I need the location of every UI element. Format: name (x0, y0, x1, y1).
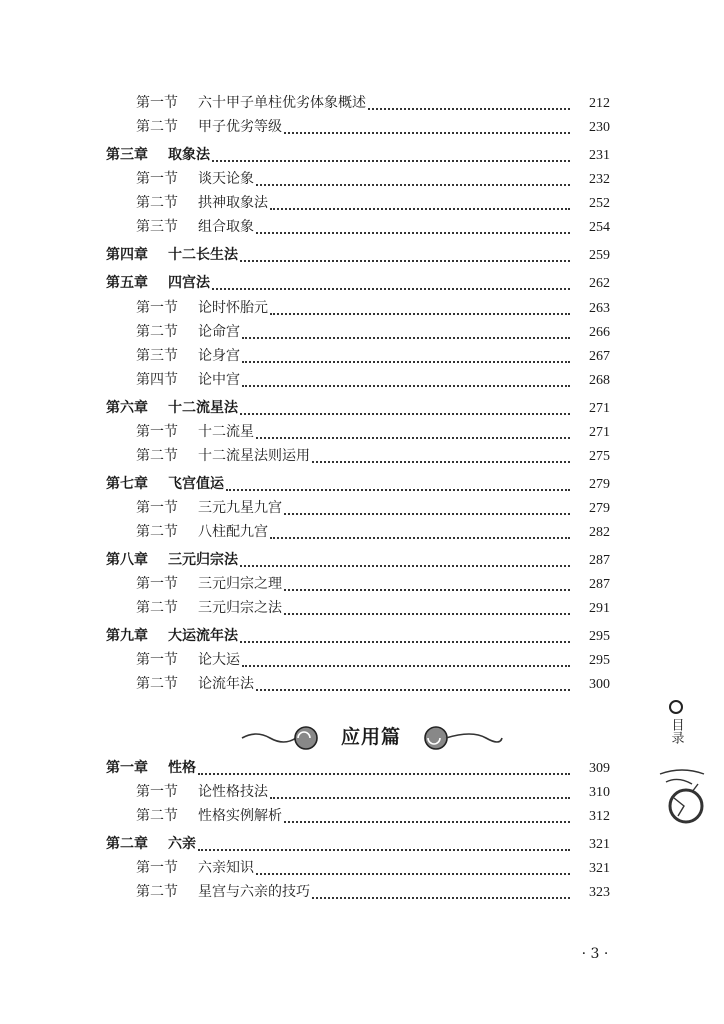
leader-dots (240, 564, 570, 567)
entry-label: 第二节 (136, 324, 178, 340)
entry-label: 第一节 (136, 171, 178, 187)
section-entry (136, 421, 610, 443)
entry-page: 232 (589, 172, 610, 187)
chapter-entry (106, 625, 610, 647)
chapter-entry (106, 244, 610, 266)
entry-page: 291 (589, 601, 610, 616)
entry-label: 第七章 (106, 476, 148, 492)
entry-title: 六亲知识 (198, 860, 254, 876)
entry-label: 第八章 (106, 552, 148, 568)
entry-title: 拱神取象法 (198, 195, 268, 211)
yin-yang-icon (669, 700, 683, 714)
entry-title: 十二流星法则运用 (198, 448, 310, 464)
leader-dots (212, 159, 570, 162)
entry-label: 第四章 (106, 247, 148, 263)
entry-page: 267 (589, 349, 610, 364)
side-tab-label: 目录 (668, 718, 684, 744)
entry-page: 300 (589, 677, 610, 692)
entry-title: 论身宫 (198, 348, 240, 364)
entry-title: 三元归宗之法 (198, 600, 282, 616)
section-entry (136, 192, 610, 214)
section-entry (136, 345, 610, 367)
part-banner (236, 718, 506, 756)
section-entry (136, 881, 610, 903)
entry-page: 268 (589, 373, 610, 388)
leader-dots (256, 183, 570, 186)
section-entry (136, 497, 610, 519)
entry-page: 309 (589, 761, 610, 776)
leader-dots (256, 688, 570, 691)
entry-title: 论性格技法 (198, 784, 268, 800)
leader-dots (284, 131, 570, 134)
entry-label: 第三章 (106, 147, 148, 163)
leader-dots (256, 231, 570, 234)
leader-dots (270, 536, 570, 539)
entry-page: 295 (589, 629, 610, 644)
entry-page: 230 (589, 120, 610, 135)
entry-label: 第二节 (136, 524, 178, 540)
entry-title: 论大运 (198, 652, 240, 668)
section-entry (136, 673, 610, 695)
section-entry (136, 369, 610, 391)
section-entry (136, 805, 610, 827)
leader-dots (312, 896, 570, 899)
entry-page: 259 (589, 248, 610, 263)
entry-label: 第二节 (136, 676, 178, 692)
entry-page: 279 (589, 477, 610, 492)
entry-page: 212 (589, 96, 610, 111)
entry-label: 第四节 (136, 372, 178, 388)
section-entry (136, 781, 610, 803)
entry-label: 第一节 (136, 860, 178, 876)
leader-dots (242, 360, 570, 363)
part-title: 应用篇 (340, 726, 401, 748)
leader-dots (284, 588, 570, 591)
entry-title: 三元归宗法 (168, 552, 238, 568)
entry-page: 295 (589, 653, 610, 668)
chapter-entry (106, 757, 610, 779)
entry-label: 第二节 (136, 884, 178, 900)
entry-label: 第二节 (136, 600, 178, 616)
chapter-entry (106, 833, 610, 855)
entry-label: 第一节 (136, 95, 178, 111)
entry-page: 231 (589, 148, 610, 163)
entry-page: 287 (589, 577, 610, 592)
entry-title: 星宫与六亲的技巧 (198, 884, 310, 900)
leader-dots (284, 512, 570, 515)
entry-title: 大运流年法 (168, 628, 238, 644)
entry-label: 第九章 (106, 628, 148, 644)
entry-title: 十二流星法 (168, 400, 238, 416)
entry-page: 252 (589, 196, 610, 211)
entry-page: 321 (589, 861, 610, 876)
entry-title: 论中宫 (198, 372, 240, 388)
entry-page: 271 (589, 401, 610, 416)
section-entry (136, 168, 610, 190)
entry-title: 组合取象 (198, 219, 254, 235)
entry-page: 263 (589, 301, 610, 316)
section-entry (136, 92, 610, 114)
entry-label: 第一节 (136, 500, 178, 516)
entry-page: 275 (589, 449, 610, 464)
leader-dots (198, 772, 570, 775)
entry-title: 四宫法 (168, 275, 210, 291)
leader-dots (256, 872, 570, 875)
entry-page: 266 (589, 325, 610, 340)
entry-title: 论时怀胎元 (198, 300, 268, 316)
entry-label: 第一节 (136, 652, 178, 668)
entry-title: 甲子优劣等级 (198, 119, 282, 135)
leader-dots (270, 796, 570, 799)
entry-title: 取象法 (168, 147, 210, 163)
entry-title: 性格实例解析 (198, 808, 282, 824)
section-entry (136, 573, 610, 595)
entry-title: 性格 (168, 760, 196, 776)
leader-dots (284, 820, 570, 823)
section-entry (136, 216, 610, 238)
section-entry (136, 321, 610, 343)
entry-title: 六十甲子单柱优劣体象概述 (198, 95, 366, 111)
entry-label: 第三节 (136, 219, 178, 235)
leader-dots (242, 336, 570, 339)
page-number: · 3 · (581, 946, 609, 962)
crane-ornament-icon (652, 762, 712, 832)
entry-page: 282 (589, 525, 610, 540)
entry-title: 八柱配九宫 (198, 524, 268, 540)
leader-dots (240, 412, 570, 415)
entry-title: 飞宫值运 (168, 476, 224, 492)
entry-page: 279 (589, 501, 610, 516)
leader-dots (368, 107, 570, 110)
entry-label: 第一章 (106, 760, 148, 776)
entry-label: 第一节 (136, 784, 178, 800)
leader-dots (270, 207, 570, 210)
section-entry (136, 116, 610, 138)
section-entry (136, 649, 610, 671)
entry-title: 论命宫 (198, 324, 240, 340)
entry-label: 第六章 (106, 400, 148, 416)
entry-title: 六亲 (168, 836, 196, 852)
entry-title: 三元归宗之理 (198, 576, 282, 592)
leader-dots (226, 488, 570, 491)
leader-dots (242, 664, 570, 667)
entry-label: 第一节 (136, 300, 178, 316)
entry-page: 287 (589, 553, 610, 568)
chapter-entry (106, 549, 610, 571)
entry-page: 321 (589, 837, 610, 852)
section-entry (136, 445, 610, 467)
section-entry (136, 597, 610, 619)
entry-label: 第二节 (136, 195, 178, 211)
entry-title: 论流年法 (198, 676, 254, 692)
entry-page: 262 (589, 276, 610, 291)
leader-dots (240, 259, 570, 262)
leader-dots (256, 436, 570, 439)
entry-label: 第三节 (136, 348, 178, 364)
leader-dots (312, 460, 570, 463)
entry-label: 第二章 (106, 836, 148, 852)
side-tab (664, 700, 688, 744)
entry-label: 第二节 (136, 448, 178, 464)
leader-dots (242, 384, 570, 387)
chapter-entry (106, 397, 610, 419)
leader-dots (212, 287, 570, 290)
leader-dots (198, 848, 570, 851)
section-entry (136, 297, 610, 319)
entry-label: 第一节 (136, 424, 178, 440)
leader-dots (284, 612, 570, 615)
entry-page: 254 (589, 220, 610, 235)
section-entry (136, 857, 610, 879)
entry-title: 谈天论象 (198, 171, 254, 187)
entry-label: 第二节 (136, 119, 178, 135)
entry-title: 十二流星 (198, 424, 254, 440)
chapter-entry (106, 473, 610, 495)
leader-dots (270, 312, 570, 315)
chapter-entry (106, 272, 610, 294)
entry-label: 第一节 (136, 576, 178, 592)
entry-label: 第二节 (136, 808, 178, 824)
section-entry (136, 521, 610, 543)
chapter-entry (106, 144, 610, 166)
entry-title: 十二长生法 (168, 247, 238, 263)
entry-page: 310 (589, 785, 610, 800)
entry-page: 323 (589, 885, 610, 900)
entry-label: 第五章 (106, 275, 148, 291)
leader-dots (240, 640, 570, 643)
entry-page: 312 (589, 809, 610, 824)
entry-title: 三元九星九宫 (198, 500, 282, 516)
entry-page: 271 (589, 425, 610, 440)
